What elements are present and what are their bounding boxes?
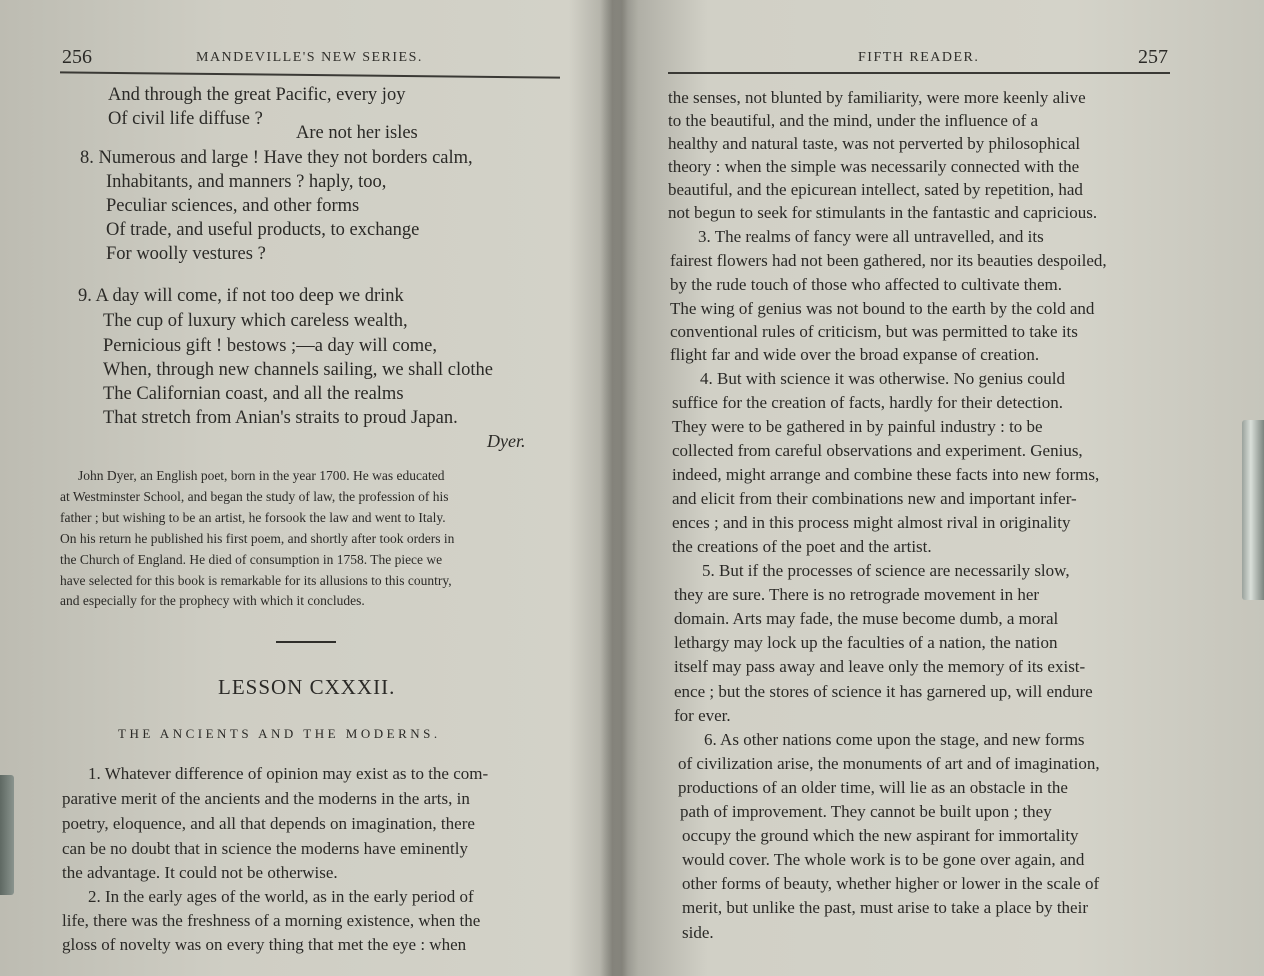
body-line: parative merit of the ancients and the moderns in the arts, in bbox=[62, 789, 470, 808]
right-page bbox=[628, 0, 1264, 976]
poem-line: For woolly vestures ? bbox=[106, 244, 266, 264]
body-line: can be no doubt that in science the moderns have eminently bbox=[62, 839, 468, 858]
body-line: beautiful, and the epicurean intellect, sated by repetition, had bbox=[668, 180, 1083, 199]
running-head-left: MANDEVILLE'S NEW SERIES. bbox=[196, 50, 423, 65]
page-number-left: 256 bbox=[62, 46, 92, 68]
poem-line: That stretch from Anian's straits to proud Japan. bbox=[103, 408, 458, 428]
note-line: at Westminster School, and began the study of law, the profession of his bbox=[60, 489, 449, 504]
left-page bbox=[0, 0, 600, 976]
body-line: 4. But with science it was otherwise. No genius could bbox=[700, 369, 1065, 388]
body-line: flight far and wide over the broad expanse of creation. bbox=[670, 345, 1040, 364]
body-line: would cover. The whole work is to be gone over again, and bbox=[682, 850, 1085, 869]
body-line: life, there was the freshness of a morning existence, when the bbox=[62, 911, 481, 930]
body-line: itself may pass away and leave only the memory of its exist- bbox=[674, 657, 1086, 676]
body-line: productions of an older time, will lie as an obstacle in the bbox=[678, 778, 1068, 797]
body-line: gloss of novelty was on every thing that met the eye : when bbox=[62, 935, 467, 954]
body-line: the senses, not blunted by familiarity, were more keenly alive bbox=[668, 88, 1086, 107]
body-line: poetry, eloquence, and all that depends on imagination, there bbox=[62, 814, 475, 833]
header-rule-left bbox=[60, 71, 560, 78]
poem-line: Of civil life diffuse ? bbox=[108, 109, 263, 129]
poem-line: When, through new channels sailing, we shall clothe bbox=[103, 360, 493, 380]
body-line: lethargy may lock up the faculties of a nation, the nation bbox=[674, 633, 1058, 652]
body-line: the advantage. It could not be otherwise. bbox=[62, 863, 338, 882]
body-line: indeed, might arrange and combine these facts into new forms, bbox=[672, 465, 1100, 484]
poem-line: 8. Numerous and large ! Have they not borders calm, bbox=[80, 148, 473, 168]
body-line: they are sure. There is no retrograde movement in her bbox=[674, 585, 1040, 604]
poem-line: Peculiar sciences, and other forms bbox=[106, 196, 360, 216]
body-line: 5. But if the processes of science are necessarily slow, bbox=[702, 561, 1070, 580]
poem-line: Inhabitants, and manners ? haply, too, bbox=[106, 172, 387, 192]
note-line: On his return he published his first poem, and shortly after took orders in bbox=[60, 531, 455, 546]
body-line: collected from careful observations and experiment. Genius, bbox=[672, 441, 1083, 460]
body-line: domain. Arts may fade, the muse become dumb, a moral bbox=[674, 609, 1059, 628]
poem-line: Pernicious gift ! bestows ;—a day will come, bbox=[103, 336, 437, 356]
running-head-right: FIFTH READER. bbox=[858, 50, 980, 65]
note-line: have selected for this book is remarkable for its allusions to this country, bbox=[60, 573, 452, 588]
body-line: 2. In the early ages of the world, as in the early period of bbox=[88, 887, 474, 906]
body-line: the creations of the poet and the artist. bbox=[672, 537, 932, 556]
body-line: to the beautiful, and the mind, under the influence of a bbox=[668, 111, 1039, 130]
body-line: They were to be gathered in by painful industry : to be bbox=[672, 417, 1043, 436]
poem-line: And through the great Pacific, every joy bbox=[108, 85, 406, 105]
body-line: The wing of genius was not bound to the earth by the cold and bbox=[670, 299, 1095, 318]
poem-author: Dyer. bbox=[487, 431, 526, 451]
body-line: path of improvement. They cannot be built upon ; they bbox=[680, 802, 1052, 821]
body-line: and elicit from their combinations new and important infer- bbox=[672, 489, 1077, 508]
book-gutter bbox=[600, 0, 628, 976]
body-line: by the rude touch of those who affected to cultivate them. bbox=[670, 275, 1062, 294]
body-line: fairest flowers had not been gathered, nor its beauties despoiled, bbox=[670, 251, 1107, 270]
body-line: ence ; but the stores of science it has garnered up, will endure bbox=[674, 682, 1093, 701]
body-line: other forms of beauty, whether higher or lower in the scale of bbox=[682, 874, 1100, 893]
page-number-right: 257 bbox=[1138, 46, 1168, 68]
page-clip bbox=[1242, 420, 1264, 600]
poem-line: 9. A day will come, if not too deep we drink bbox=[78, 286, 404, 306]
note-line: and especially for the prophecy with which it concludes. bbox=[60, 593, 365, 608]
lesson-subtitle: THE ANCIENTS AND THE MODERNS. bbox=[118, 726, 441, 741]
body-line: theory : when the simple was necessarily connected with the bbox=[668, 157, 1080, 176]
body-line: occupy the ground which the new aspirant for immortality bbox=[682, 826, 1079, 845]
section-divider bbox=[276, 641, 336, 643]
body-line: ences ; and in this process might almost rival in originality bbox=[672, 513, 1071, 532]
note-line: John Dyer, an English poet, born in the year 1700. He was educated bbox=[78, 468, 445, 483]
body-line: of civilization arise, the monuments of art and of imagination, bbox=[678, 754, 1100, 773]
body-line: 3. The realms of fancy were all untravelled, and its bbox=[698, 227, 1044, 246]
body-line: merit, but unlike the past, must arise to take a place by their bbox=[682, 898, 1088, 917]
poem-line: The Californian coast, and all the realms bbox=[103, 384, 404, 404]
body-line: 1. Whatever difference of opinion may exist as to the com- bbox=[88, 764, 489, 783]
body-line: suffice for the creation of facts, hardly for their detection. bbox=[672, 393, 1063, 412]
note-line: father ; but wishing to be an artist, he forsook the law and went to Italy. bbox=[60, 510, 446, 525]
body-line: conventional rules of criticism, but was permitted to take its bbox=[670, 322, 1078, 341]
page-clip-left bbox=[0, 775, 14, 895]
header-rule-right bbox=[668, 72, 1170, 74]
poem-line: Are not her isles bbox=[296, 123, 418, 143]
poem-line: The cup of luxury which careless wealth, bbox=[103, 311, 408, 331]
body-line: 6. As other nations come upon the stage, and new forms bbox=[704, 730, 1085, 749]
body-line: not begun to seek for stimulants in the fantastic and capricious. bbox=[668, 203, 1098, 222]
note-line: the Church of England. He died of consumption in 1758. The piece we bbox=[60, 552, 443, 567]
body-line: healthy and natural taste, was not perverted by philosophical bbox=[668, 134, 1081, 153]
lesson-title: LESSON CXXXII. bbox=[218, 675, 396, 699]
body-line: for ever. bbox=[674, 706, 731, 725]
poem-line: Of trade, and useful products, to exchange bbox=[106, 220, 420, 240]
body-line: side. bbox=[682, 923, 714, 942]
